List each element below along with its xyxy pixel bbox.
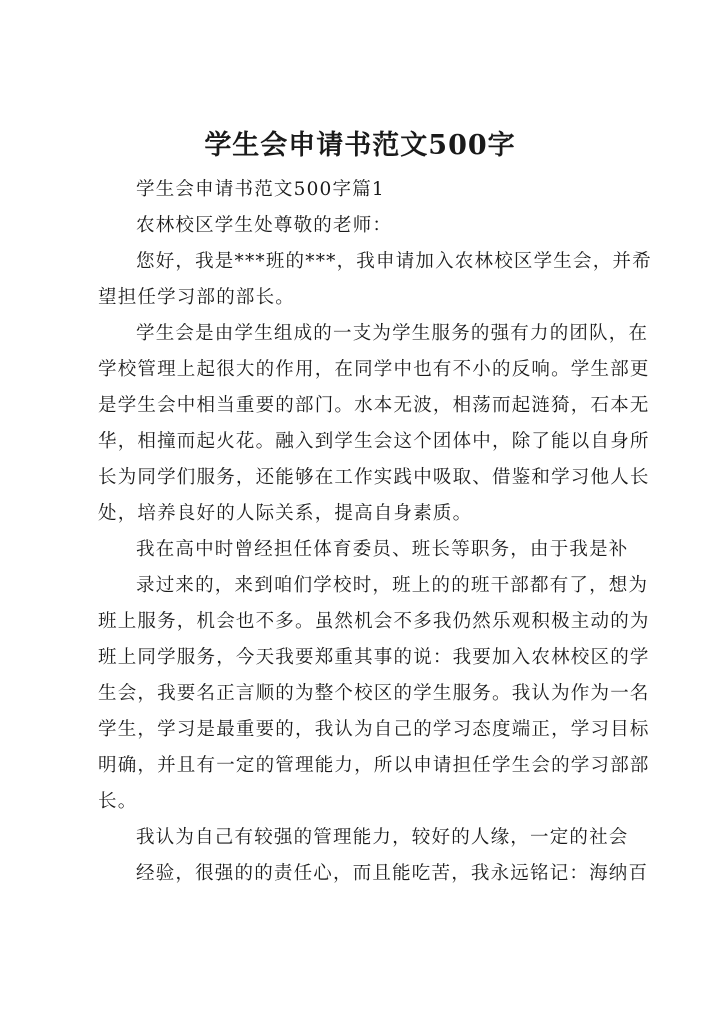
paragraph-1 bbox=[98, 244, 652, 316]
subtitle: 学生会申请书范文500字篇1 bbox=[136, 179, 385, 200]
paragraph-line: 班上服务，机会也不多。虽然机会不多我仍然乐观积极主动的为 bbox=[98, 611, 650, 632]
paragraph-line: 班上同学服务，今天我要郑重其事的说：我要加入农林校区的学 bbox=[98, 647, 650, 668]
paragraph-line: 我在高中时曾经担任体育委员、班长等职务，由于我是补 bbox=[136, 539, 629, 560]
paragraph-line: 明确，并且有一定的管理能力，所以申请担任学生会的学习部部 bbox=[98, 755, 650, 776]
paragraph-line: 望担任学习部的部长。 bbox=[98, 287, 296, 308]
paragraph-line: 学生，学习是最重要的，我认为自己的学习态度端正，学习目标 bbox=[98, 719, 650, 740]
paragraph-line: 录过来的，来到咱们学校时，班上的的班干部都有了，想为 bbox=[136, 575, 649, 596]
salutation: 农林校区学生处尊敬的老师： bbox=[136, 215, 393, 236]
paragraph-line: 学生会是由学生组成的一支为学生服务的强有力的团队，在 bbox=[136, 323, 649, 344]
paragraph-2 bbox=[98, 316, 650, 532]
paragraph-line: 处，培养良好的人际关系，提高自身素质。 bbox=[98, 503, 473, 524]
paragraph-line: 是学生会中相当重要的部门。水本无波，相荡而起涟猗，石本无 bbox=[98, 395, 650, 416]
paragraph-line: 我认为自己有较强的管理能力，较好的人缘，一定的社会 bbox=[136, 827, 629, 848]
paragraph-line: 华，相撞而起火花。融入到学生会这个团体中，除了能以自身所 bbox=[98, 431, 650, 452]
paragraph-line: 生会，我要名正言顺的为整个校区的学生服务。我认为作为一名 bbox=[98, 683, 650, 704]
paragraph-line: 您好，我是***班的***，我申请加入农林校区学生会，并希 bbox=[136, 251, 652, 272]
paragraph-4 bbox=[98, 820, 649, 892]
paragraph-line: 经验，很强的的责任心，而且能吃苦，我永远铭记：海纳百 bbox=[136, 863, 649, 884]
paragraph-line: 长为同学们服务，还能够在工作实践中吸取、借鉴和学习他人长 bbox=[98, 467, 650, 488]
paragraph-3 bbox=[98, 532, 650, 820]
paragraph-line: 长。 bbox=[98, 791, 138, 812]
paragraph-line: 学校管理上起很大的作用，在同学中也有不小的反响。学生部更 bbox=[98, 359, 650, 380]
document-body bbox=[98, 172, 652, 892]
document-title: 学生会申请书范文500字 bbox=[204, 130, 516, 161]
